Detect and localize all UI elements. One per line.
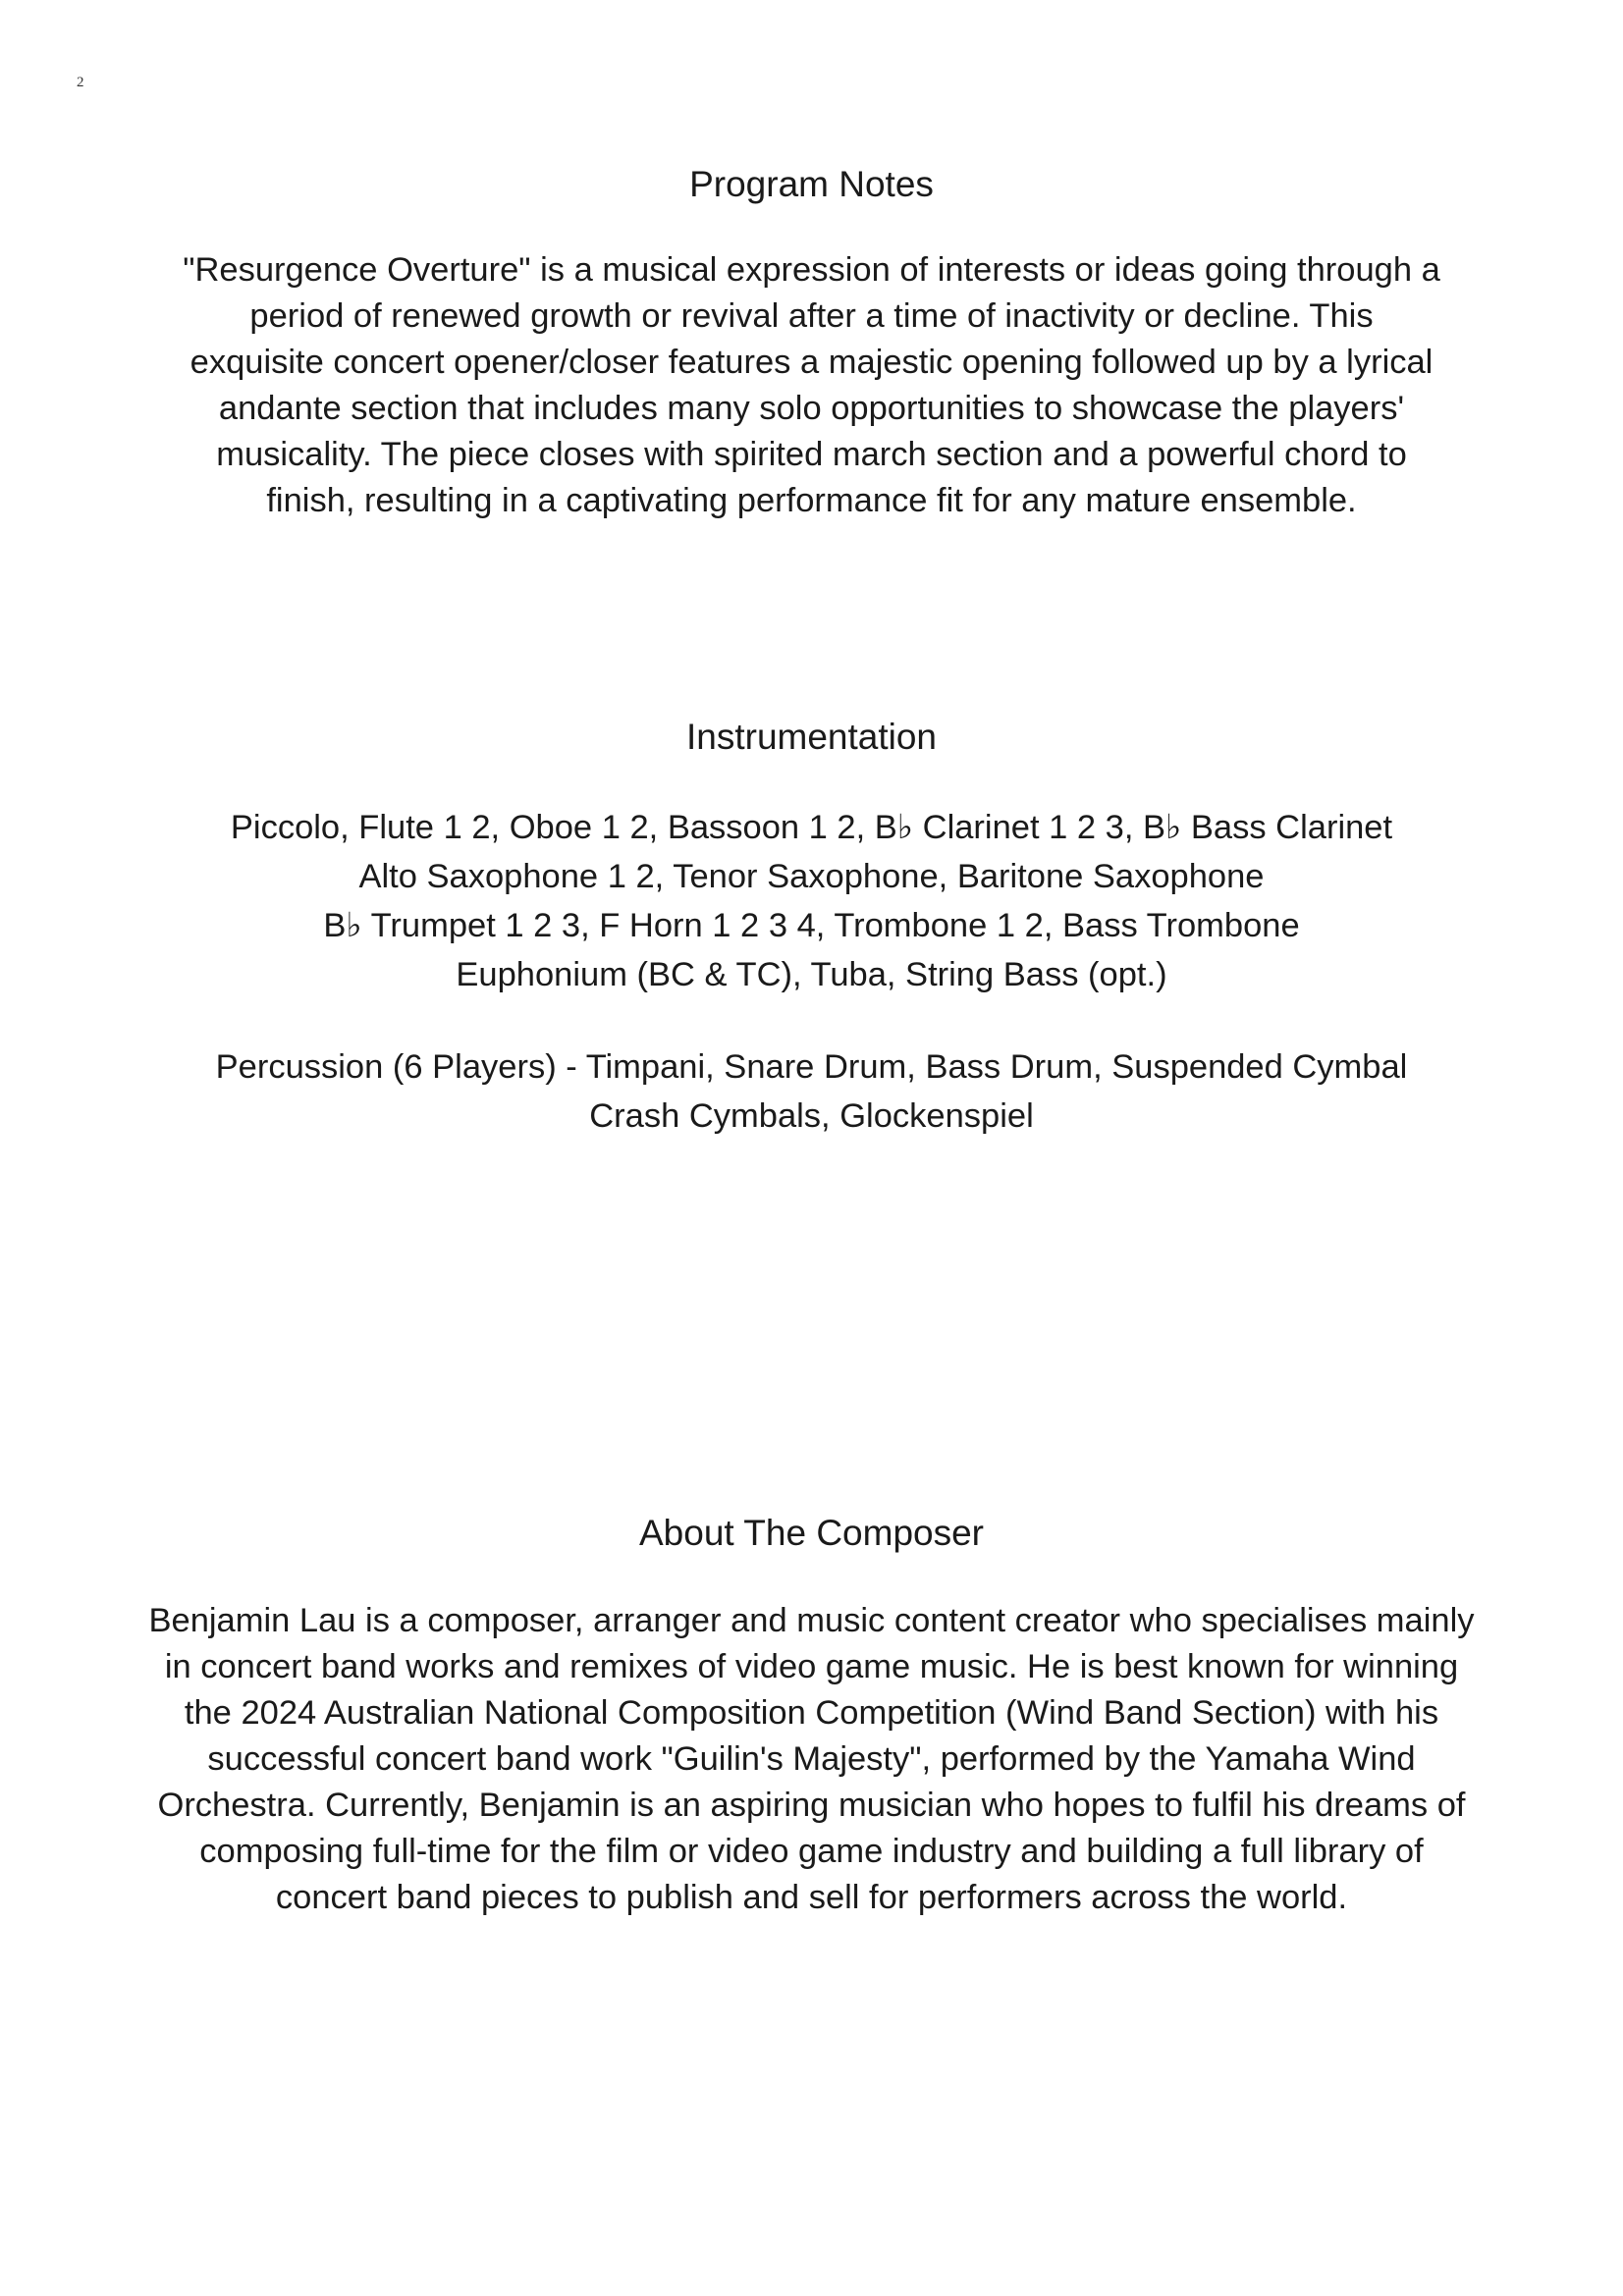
winds-list <box>0 803 1623 999</box>
about-composer-line: concert band pieces to publish and sell for performers across the world. <box>275 1879 1348 1916</box>
program-notes-heading: Program Notes <box>689 164 934 204</box>
program-notes-line: "Resurgence Overture" is a musical expression of interests or ideas going through a <box>183 251 1440 289</box>
about-composer-heading: About The Composer <box>638 1513 984 1553</box>
winds-line: B♭ Trumpet 1 2 3, F Horn 1 2 3 4, Trombone 1 2, Bass Trombone <box>323 907 1300 944</box>
winds-line: Euphonium (BC & TC), Tuba, String Bass (opt.) <box>456 956 1167 993</box>
about-composer-line: successful concert band work "Guilin's Majesty", performed by the Yamaha Wind <box>207 1740 1416 1778</box>
percussion-line: Crash Cymbals, Glockenspiel <box>589 1097 1034 1135</box>
program-notes-line: musicality. The piece closes with spirited march section and a powerful chord to <box>216 436 1407 473</box>
page-number: 2 <box>77 75 84 90</box>
about-composer-line: Orchestra. Currently, Benjamin is an aspiring musician who hopes to fulfil his dreams of <box>157 1787 1466 1824</box>
program-notes-paragraph <box>0 247 1623 524</box>
instrumentation-heading: Instrumentation <box>685 717 938 757</box>
instrumentation-section <box>0 714 1623 1141</box>
about-composer-line: the 2024 Australian National Composition Competition (Wind Band Section) with his <box>184 1694 1439 1732</box>
about-composer-paragraph <box>0 1598 1623 1921</box>
program-notes-line: finish, resulting in a captivating performance fit for any mature ensemble. <box>266 482 1357 519</box>
program-notes-line: andante section that includes many solo opportunities to showcase the players' <box>218 390 1405 427</box>
program-notes-line: period of renewed growth or revival after a time of inactivity or decline. This <box>249 297 1374 335</box>
winds-line: Piccolo, Flute 1 2, Oboe 1 2, Bassoon 1 2, B♭ Clarinet 1 2 3, B♭ Bass Clarinet <box>230 809 1393 846</box>
about-composer-line: composing full-time for the film or video game industry and building a full library of <box>199 1833 1424 1870</box>
about-composer-line: in concert band works and remixes of video game music. He is best known for winning <box>164 1648 1459 1685</box>
about-composer-line: Benjamin Lau is a composer, arranger and music content creator who specialises mainly <box>148 1602 1475 1639</box>
program-notes-section <box>0 161 1623 524</box>
percussion-line: Percussion (6 Players) - Timpani, Snare Drum, Bass Drum, Suspended Cymbal <box>215 1048 1408 1086</box>
winds-line: Alto Saxophone 1 2, Tenor Saxophone, Baritone Saxophone <box>358 858 1265 895</box>
percussion-list <box>0 1042 1623 1141</box>
program-notes-line: exquisite concert opener/closer features a majestic opening followed up by a lyrical <box>189 344 1434 381</box>
about-composer-section <box>0 1510 1623 1921</box>
